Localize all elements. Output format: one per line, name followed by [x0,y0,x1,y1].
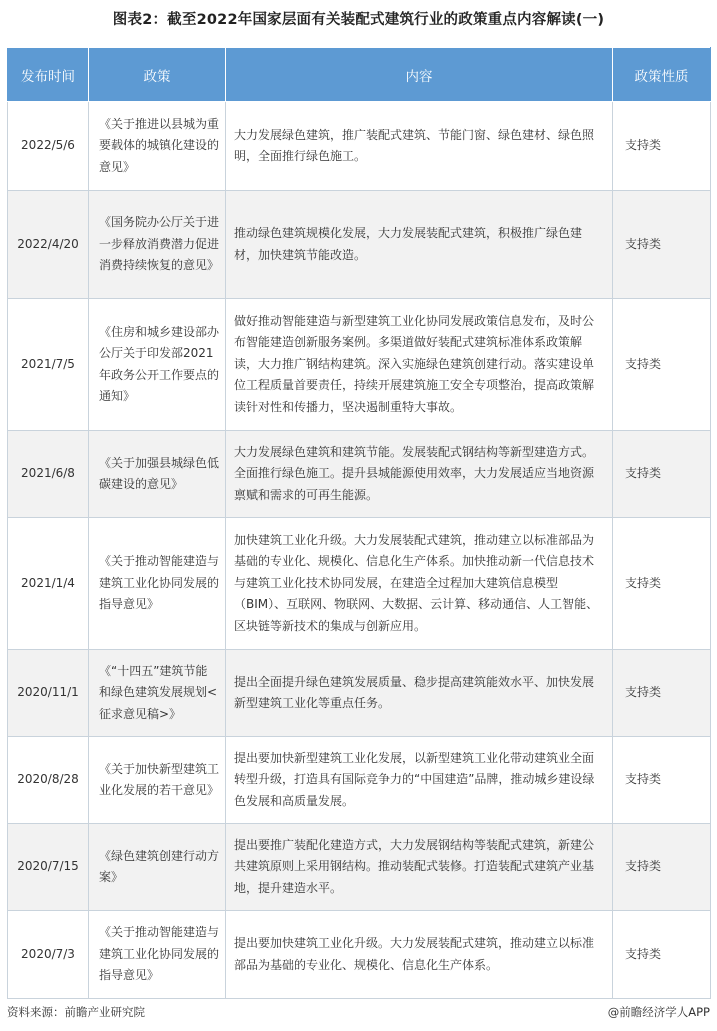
row-date: 2020/7/15 [8,824,89,911]
row-date: 2021/1/4 [8,518,89,650]
row-policy: 《国务院办公厅关于进一步释放消费潜力促进消费持续恢复的意见》 [89,191,226,299]
table-row [8,737,711,824]
footer [7,1002,710,1022]
table-row [8,191,711,299]
row-content: 大力发展绿色建筑和建筑节能。发展装配式钢结构等新型建造方式。全面推行绿色施工。提升县城能源使用效率，大力发展适应当地资源禀赋和需求的可再生能源。 [226,431,613,518]
row-nature: 支持类 [613,824,711,911]
table-row [8,650,711,737]
table-row [8,824,711,911]
table-row [8,102,711,191]
row-nature: 支持类 [613,518,711,650]
row-date: 2022/5/6 [8,102,89,191]
column-header-policy: 政策 [89,48,226,102]
row-nature: 支持类 [613,911,711,999]
row-content: 提出全面提升绿色建筑发展质量、稳步提高建筑能效水平、加快发展新型建筑工业化等重点任务。 [226,650,613,737]
table-row [8,911,711,999]
row-date: 2021/6/8 [8,431,89,518]
column-header-nature: 政策性质 [613,48,711,102]
row-date: 2021/7/5 [8,299,89,431]
row-content: 提出要加快新型建筑工业化发展，以新型建筑工业化带动建筑业全面转型升级，打造具有国际竞争力的“中国建造”品牌，推动城乡建设绿色发展和高质量发展。 [226,737,613,824]
row-nature: 支持类 [613,191,711,299]
column-header-content: 内容 [226,48,613,102]
table-header-row [8,48,711,102]
row-policy: 《关于加强县城绿色低碳建设的意见》 [89,431,226,518]
row-policy: 《关于推动智能建造与建筑工业化协同发展的指导意见》 [89,911,226,999]
policy-table [7,47,711,999]
row-date: 2022/4/20 [8,191,89,299]
table-row [8,299,711,431]
row-content: 提出要加快建筑工业化升级。大力发展装配式建筑，推动建立以标准部品为基础的专业化、规模化、信息化生产体系。 [226,911,613,999]
credit-note: @前瞻经济学人APP [607,1005,710,1019]
row-content: 加快建筑工业化升级。大力发展装配式建筑，推动建立以标准部品为基础的专业化、规模化、信息化生产体系。加快推动新一代信息技术与建筑工业化技术协同发展，在建造全过程加大建筑信息模型（BIM）、互联网、物联网、大数据、云计算、移动通信、人工智能、区块链等新技术的集成与创新应用。 [226,518,613,650]
table-row [8,431,711,518]
source-note: 资料来源：前瞻产业研究院 [7,1005,145,1019]
row-date: 2020/11/1 [8,650,89,737]
row-policy: 《关于推进以县城为重要载体的城镇化建设的意见》 [89,102,226,191]
row-content: 做好推动智能建造与新型建筑工业化协同发展政策信息发布，及时公布智能建造创新服务案例。多渠道做好装配式建筑标准体系政策解读，大力推广钢结构建筑。深入实施绿色建筑创建行动。落实建设单位工程质量首要责任，持续开展建筑施工安全专项整治，提高政策解读针对性和传播力，坚决遏制重特大事故。 [226,299,613,431]
row-content: 推动绿色建筑规模化发展，大力发展装配式建筑，积极推广绿色建材，加快建筑节能改造。 [226,191,613,299]
row-policy: 《住房和城乡建设部办公厅关于印发部2021 年政务公开工作要点的通知》 [89,299,226,431]
row-nature: 支持类 [613,431,711,518]
row-date: 2020/7/3 [8,911,89,999]
row-content: 大力发展绿色建筑，推广装配式建筑、节能门窗、绿色建材、绿色照明，全面推行绿色施工。 [226,102,613,191]
table-row [8,518,711,650]
row-nature: 支持类 [613,299,711,431]
row-policy: 《绿色建筑创建行动方案》 [89,824,226,911]
row-policy: 《“十四五”建筑节能和绿色建筑发展规划<征求意见稿>》 [89,650,226,737]
row-date: 2020/8/28 [8,737,89,824]
row-policy: 《关于推动智能建造与建筑工业化协同发展的指导意见》 [89,518,226,650]
row-nature: 支持类 [613,102,711,191]
column-header-date: 发布时间 [8,48,89,102]
row-policy: 《关于加快新型建筑工业化发展的若干意见》 [89,737,226,824]
chart-title: 图表2：截至2022年国家层面有关装配式建筑行业的政策重点内容解读(一) [112,12,605,28]
row-content: 提出要推广装配化建造方式，大力发展钢结构等装配式建筑，新建公共建筑原则上采用钢结构。推动装配式装修。打造装配式建筑产业基地，提升建造水平。 [226,824,613,911]
row-nature: 支持类 [613,650,711,737]
row-nature: 支持类 [613,737,711,824]
